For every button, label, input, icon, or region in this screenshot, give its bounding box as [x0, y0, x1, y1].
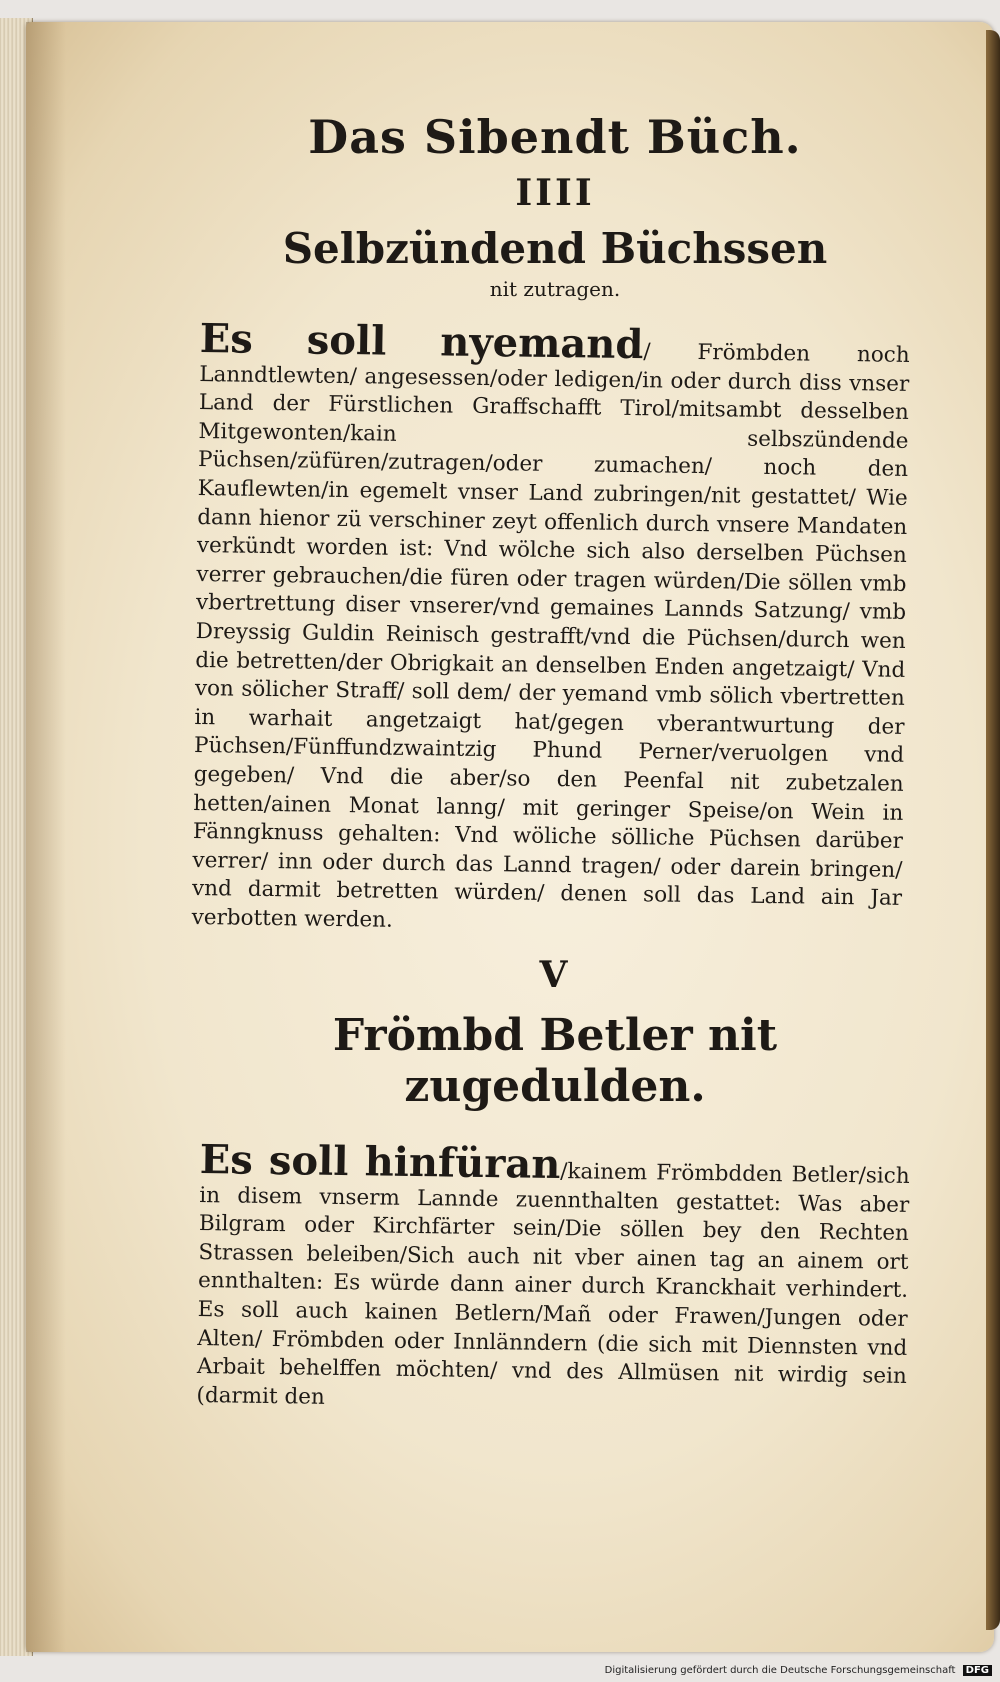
book-title: Das Sibendt Büch.: [308, 110, 802, 164]
section-paragraph: [191, 315, 910, 942]
paragraph-body: /kainem Frömbdden Betler/sich in disem vnserm Lannde zuennthalten gestattet: Was aber Bilgram oder Kirchfärter sein/Die söllen bey den Rechten Strassen beleiben/Sich auch nit vber ainen tag an ainem ort ennthalten: Es würde dann ainer durch Kranckhait verhindert. Es soll auch kainen Betlern/Mañ oder Frawen/Jungen oder Alten/ Frömbden oder Innlänndern (die sich mit Diennsten vnd Arbait behelffen möchten/ vnd des Allmüsen nit wirdig sein (darmit den: [196, 1159, 910, 1410]
section-iiii: [191, 172, 910, 933]
dfg-logo: DFG: [963, 1665, 992, 1676]
paragraph-lead: Es soll hinfüran: [199, 1136, 561, 1189]
book-cover-edge: [986, 30, 1000, 1630]
section-paragraph: [196, 1136, 910, 1420]
paragraph-lead: Es soll nyemand: [199, 315, 644, 369]
digitization-credit: [605, 1665, 992, 1676]
section-title: Frömbd Betler nit zugedulden.: [332, 1010, 778, 1113]
section-title: Selbzündend Büchssen: [282, 224, 828, 273]
credit-text: Digitalisierung gefördert durch die Deutsche Forschungsgemeinschaft: [604, 1665, 956, 1676]
page-content: [191, 110, 910, 1411]
section-number: V: [539, 954, 571, 997]
section-v: [196, 954, 910, 1410]
gutter-shadow: [26, 22, 66, 1652]
paragraph-body: / Frömbden noch Lanndtlewten/ angesessen/oder ledigen/in oder durch diss vnser Land der Fürstlichen Graffschafft Tirol/mitsambt desselben Mitgewonten/kain selbszündende Püchsen/züfüren/zutragen/oder zumachen/ noch den Kauflewten/in egemelt vnser Land zubringen/nit gestattet/ Wie dann hienor zü verschiner zeyt offenlich durch vnsere Mandaten verkündt worden ist: Vnd wölche sich also derselben Püchsen verrer gebrauchen/die füren oder tragen würden/Die söllen vmb vbertrettung diser vnserer/vnd gemaines Lannds Satzung/ vmb Dreyssig Guldin Reinisch gestrafft/vnd die Püchsen/durch wen die betretten/der Obrigkait an denselben Enden angetzaigt/ Vnd von sölicher Straff/ soll dem/ der yemand vmb sölich vbertretten in warhait angetzaigt hat/gegen vberantwurtung der Püchsen/Fünffundzwaintzig Phund Perner/veruolgen vnd gegeben/ Vnd die aber/so den Peenfal nit zubetzalen hetten/ainen Monat lanng/ mit geringer Speise/on Wein in Fänngknuss gehalten: Vnd wöliche sölliche Püchsen darüber verrer/ inn oder durch das Lannd tragen/ oder darein bringen/ vnd darmit betretten würden/ denen soll das Land ain Jar verbotten werden.: [191, 339, 910, 933]
section-subtitle: nit zutragen.: [489, 277, 621, 301]
section-number: IIII: [515, 172, 595, 214]
